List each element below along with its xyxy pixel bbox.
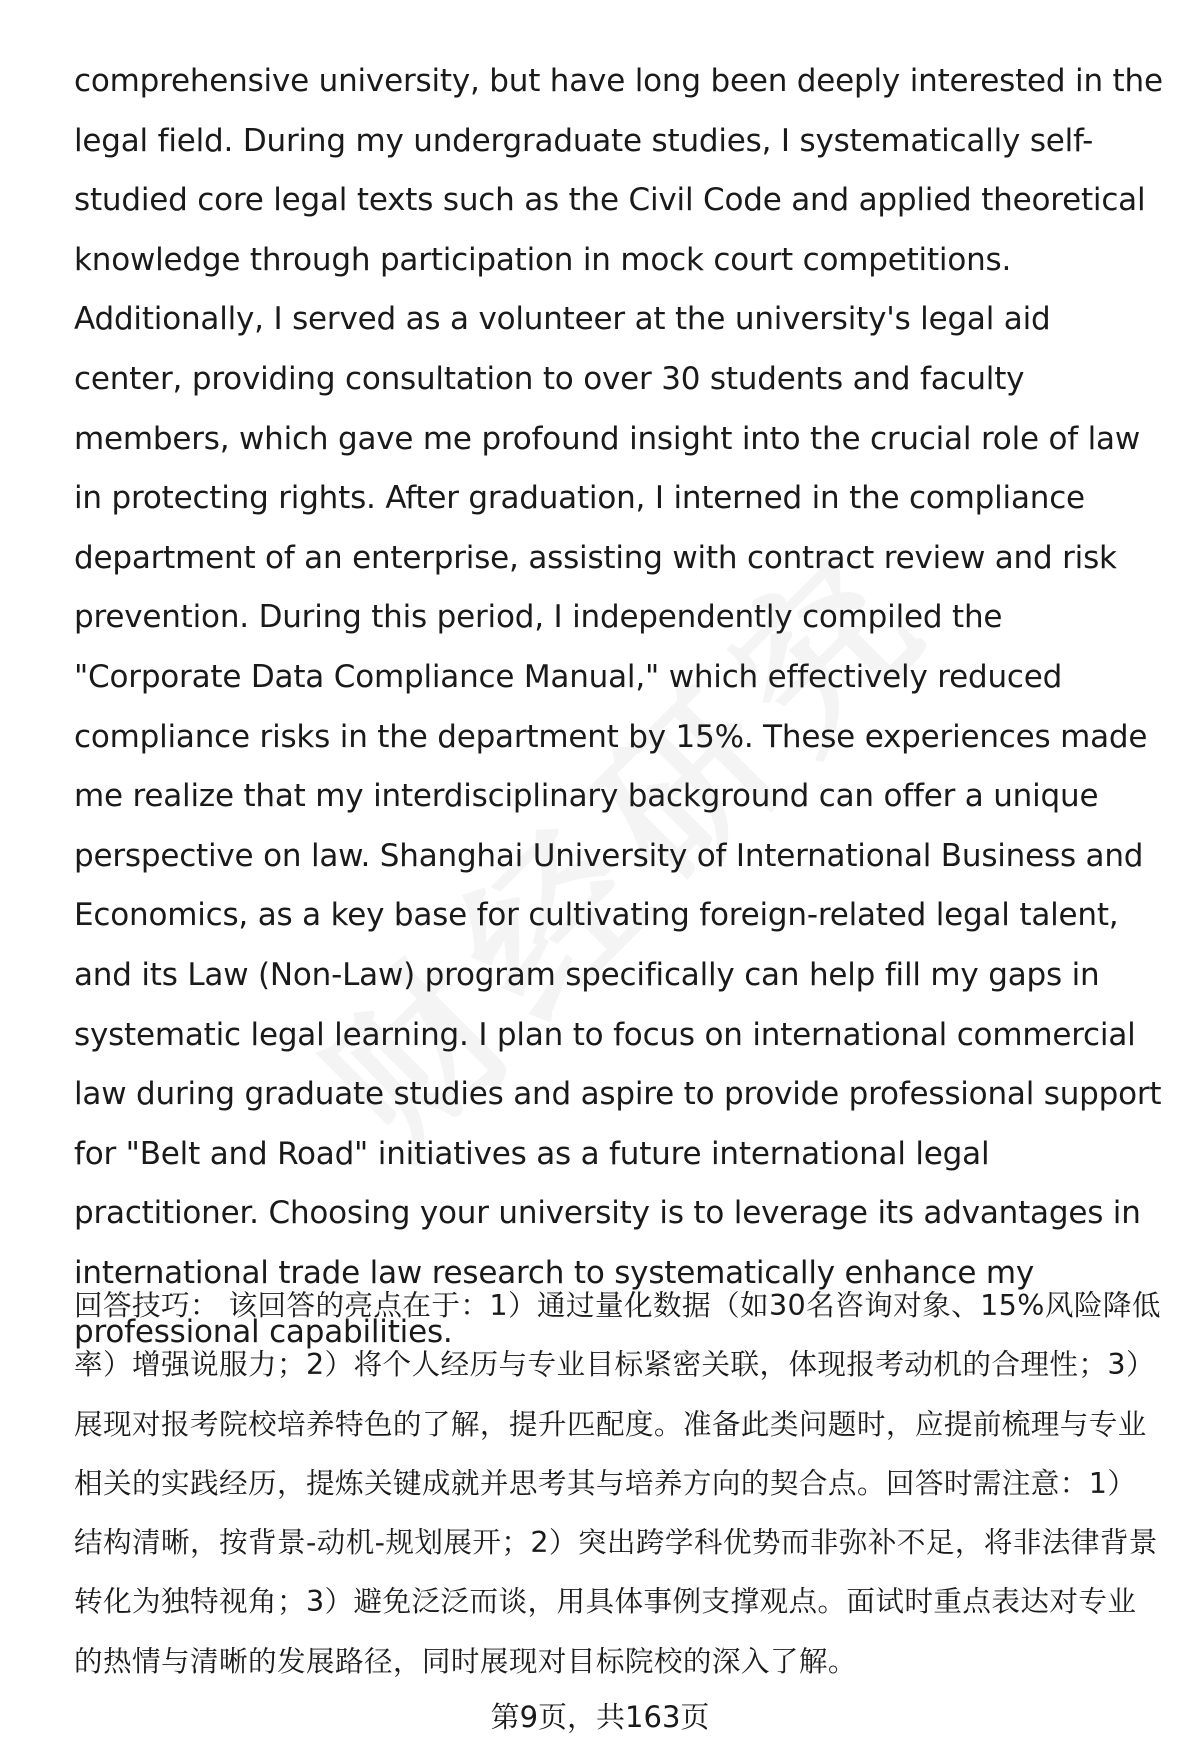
answer-paragraph: comprehensive university, but have long been deeply interested in the legal field. During my undergraduate studies, I systematically self-studied core legal texts such as the Civil Code and applied theoretical knowledge through participation in mock court competitions. Additionally, I served as a volunteer at the university's legal aid center, providing consultation to over 30 students and faculty members, which gave me profound insight into the crucial role of law in protecting rights. After graduation, I interned in the compliance department of an enterprise, assisting with contract review and risk prevention. During this period, I independently compiled the "Corporate Data Compliance Manual," which effectively reduced compliance risks in the department by 15%. These experiences made me realize that my interdisciplinary background can offer a unique perspective on law. Shanghai University of International Business and Economics, as a key base for cultivating foreign-related legal talent, and its Law (Non-Law) program specifically can help fill my gaps in systematic legal learning. I plan to focus on international commercial law during graduate studies and aspire to provide professional support for "Belt and Road" initiatives as a future international legal practitioner. Choosing your university is to leverage its advantages in international trade law research to systematically enhance my professional capabilities. — [74, 63, 1163, 1351]
page-number-footer: 第9页，共163页 — [490, 1700, 710, 1734]
answer-tips-paragraph: 回答技巧： 该回答的亮点在于：1）通过量化数据（如30名咨询对象、15%风险降低率）增强说服力；2）将个人经历与专业目标紧密关联，体现报考动机的合理性；3）展现对报考院校培养特色的了解，提升匹配度。准备此类问题时，应提前梳理与专业相关的实践经历，提炼关键成就并思考其与培养方向的契合点。回答时需注意：1）结构清晰，按背景-动机-规划展开；2）突出跨学科优势而非弥补不足，将非法律背景转化为独特视角；3）避免泛泛而谈，用具体事例支撑观点。面试时重点表达对专业的热情与清晰的发展路径，同时展现对目标院校的深入了解。 — [74, 1288, 1161, 1678]
